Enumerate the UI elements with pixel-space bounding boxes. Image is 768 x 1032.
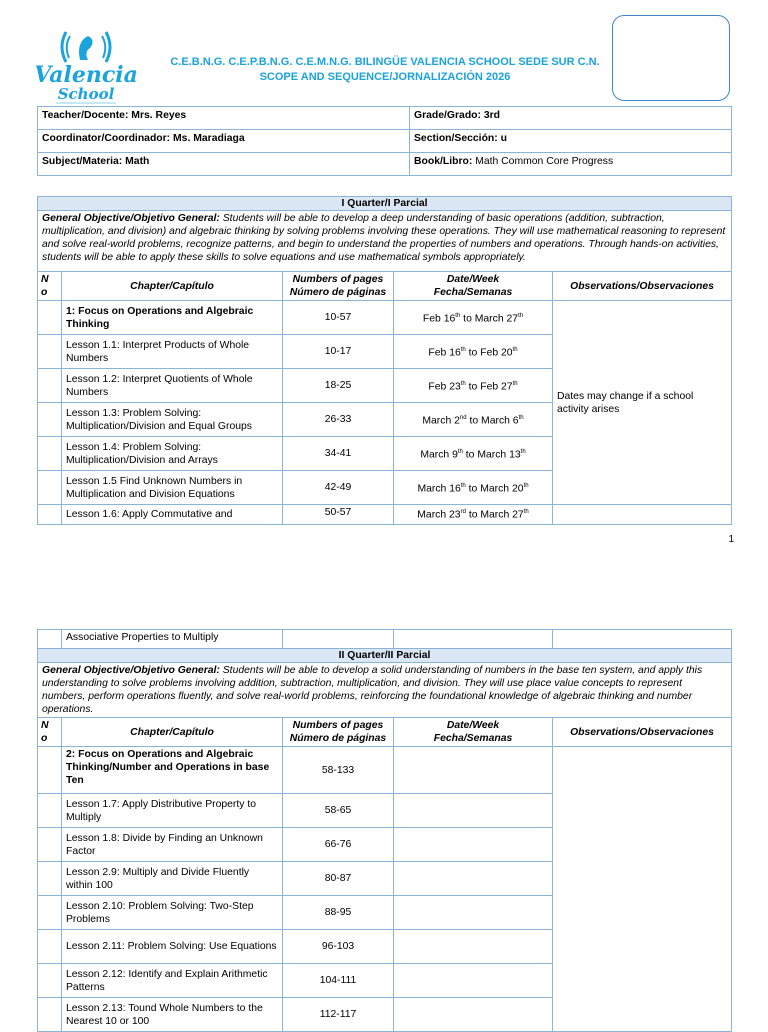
pages-cell: 42-49 [283, 471, 394, 505]
date-cell: March 16th to March 20th [394, 471, 553, 505]
pages-cell: 80-87 [283, 862, 394, 896]
table-row [38, 505, 732, 525]
pages-cell: 112-117 [283, 998, 394, 1032]
col-pages-en: Numbers of pages [292, 274, 384, 285]
date-cell: Feb 16th to March 27th [394, 301, 553, 335]
observation-cell: Dates may change if a school activity arises [553, 301, 732, 505]
pages-cell: 18-25 [283, 369, 394, 403]
table-row [38, 301, 732, 335]
col-pages-es: Número de páginas [289, 287, 387, 298]
col-pages [283, 718, 394, 747]
pages-cell: 34-41 [283, 437, 394, 471]
chapter-cell: Lesson 1.7: Apply Distributive Property to Multiply [62, 794, 283, 828]
col-no: N o [38, 718, 62, 747]
col-no: N o [38, 272, 62, 301]
teacher-cell: Teacher/Docente: Mrs. Reyes [38, 107, 410, 130]
objective-text: Students will be able to develop a deep understanding of basic operations (addition, subtraction, multiplication, and division) and algebraic thinking by solving problems involving these operations. They will use mathematical reasoning to represent and solve real-world problems, recognize patterns, and begin to understand the properties of numbers and operations. Through hands-on activities, students will be able to apply these skills to solve equations and use mathematical symbols appropriately. [42, 213, 726, 263]
book-value: Math Common Core Progress [475, 156, 614, 167]
date-cell: March 2nd to March 6th [394, 403, 553, 437]
pages-cell: 10-57 [283, 301, 394, 335]
pages-cell: 104-111 [283, 964, 394, 998]
quarter1-table [37, 196, 732, 525]
quarter2-table [37, 629, 732, 1032]
col-pages [283, 272, 394, 301]
stamp-box [612, 15, 730, 101]
date-cell: March 23rd to March 27th [394, 505, 553, 525]
col-date-en: Date/Week [446, 720, 500, 731]
chapter-cell: Lesson 2.11: Problem Solving: Use Equations [62, 930, 283, 964]
quarter2-objective [38, 663, 732, 718]
title-line-2: SCOPE AND SEQUENCE/JORNALIZACIÓN 2026 [259, 71, 511, 83]
chapter-cell: 2: Focus on Operations and Algebraic Thinking/Number and Operations in base Ten [62, 747, 283, 794]
pages-cell: 50-57 [283, 505, 394, 525]
chapter-cell: Lesson 1.5 Find Unknown Numbers in Multiplication and Division Equations [62, 471, 283, 505]
col-observations: Observations/Observaciones [553, 272, 732, 301]
chapter-cell: Lesson 2.9: Multiply and Divide Fluently within 100 [62, 862, 283, 896]
info-table [37, 106, 732, 176]
book-label: Book/Libro: [414, 156, 473, 167]
date-cell: Feb 16th to Feb 20th [394, 335, 553, 369]
chapter-cell: Lesson 2.12: Identify and Explain Arithmetic Patterns [62, 964, 283, 998]
col-pages-es: Número de páginas [289, 733, 387, 744]
col-date [394, 272, 553, 301]
pages-cell: 10-17 [283, 335, 394, 369]
chapter-cell: Lesson 1.4: Problem Solving: Multiplication/Division and Arrays [62, 437, 283, 471]
chapter-cell: 1: Focus on Operations and Algebraic Thinking [62, 301, 283, 335]
chapter-cell: Lesson 1.2: Interpret Quotients of Whole Numbers [62, 369, 283, 403]
objective-text: Students will be able to develop a solid understanding of numbers in the base ten system, and apply this understanding to solve problems involving addition, subtraction, multiplication, and division. They will use place value concepts to represent numbers, perform operations fluently, and solve real-world problems, reinforcing the foundational knowledge of algebraic thinking and number operations. [42, 665, 703, 715]
pages-cell: 58-133 [283, 747, 394, 794]
col-date-es: Fecha/Semanas [433, 733, 513, 744]
pages-cell: 66-76 [283, 828, 394, 862]
chapter-cell: Lesson 2.10: Problem Solving: Two-Step Problems [62, 896, 283, 930]
objective-label: General Objective/Objetivo General: [42, 213, 220, 224]
school-logo [36, 22, 136, 106]
page-number: 1 [728, 534, 734, 545]
quarter2-title: II Quarter/II Parcial [38, 649, 732, 663]
quarter1-objective [38, 211, 732, 272]
quarter1-title: I Quarter/I Parcial [38, 197, 732, 211]
pages-cell: 96-103 [283, 930, 394, 964]
col-pages-en: Numbers of pages [292, 720, 384, 731]
subject-cell: Subject/Materia: Math [38, 153, 410, 176]
continued-chapter-cell: Associative Properties to Multiply [62, 630, 283, 649]
col-chapter: Chapter/Capítulo [62, 272, 283, 301]
chapter-cell: Lesson 1.6: Apply Commutative and [62, 505, 283, 525]
svg-text:Valencia: Valencia [36, 62, 136, 88]
svg-text:School: School [57, 85, 115, 103]
chapter-cell: Lesson 1.1: Interpret Products of Whole Numbers [62, 335, 283, 369]
col-date-en: Date/Week [446, 274, 500, 285]
pages-cell: 88-95 [283, 896, 394, 930]
col-chapter: Chapter/Capítulo [62, 718, 283, 747]
chapter-cell: Lesson 1.3: Problem Solving: Multiplication/Division and Equal Groups [62, 403, 283, 437]
col-date-es: Fecha/Semanas [433, 287, 513, 298]
date-cell: March 9th to March 13th [394, 437, 553, 471]
document-title [150, 55, 620, 85]
grade-cell: Grade/Grado: 3rd [410, 107, 732, 130]
table-row [38, 747, 732, 794]
chapter-cell: Lesson 1.8: Divide by Finding an Unknown Factor [62, 828, 283, 862]
col-observations: Observations/Observaciones [553, 718, 732, 747]
coordinator-cell: Coordinator/Coordinador: Ms. Maradiaga [38, 130, 410, 153]
pages-cell: 26-33 [283, 403, 394, 437]
table-row [38, 630, 732, 649]
pages-cell: 58-65 [283, 794, 394, 828]
chapter-cell: Lesson 2.13: Tound Whole Numbers to the Nearest 10 or 100 [62, 998, 283, 1032]
title-line-1: C.E.B.N.G. C.E.P.B.N.G. C.E.M.N.G. BILINGÜE VALENCIA SCHOOL SEDE SUR C.N. [170, 56, 600, 68]
section-cell: Section/Sección: u [410, 130, 732, 153]
date-cell: Feb 23th to Feb 27th [394, 369, 553, 403]
book-cell [410, 153, 732, 176]
col-date [394, 718, 553, 747]
objective-label: General Objective/Objetivo General: [42, 665, 220, 676]
